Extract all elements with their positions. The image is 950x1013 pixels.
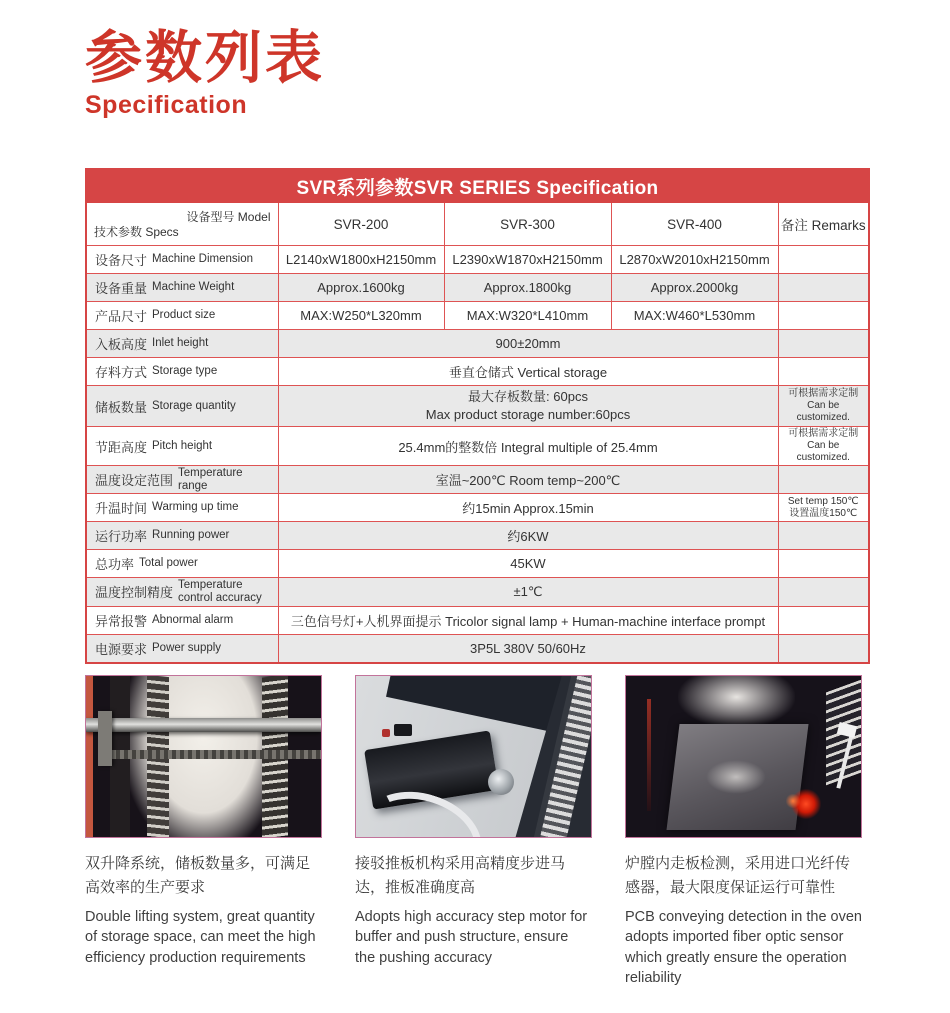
row-label-cell: [86, 578, 278, 606]
cell-merged-value: [278, 386, 778, 427]
cell-merged-value: 垂直仓储式 Vertical storage: [278, 358, 778, 386]
row-label: [95, 579, 274, 604]
row-label-en: Machine Weight: [152, 281, 235, 294]
row-label-zh: 异常报警: [95, 613, 148, 629]
row-label-zh: 电源要求: [95, 641, 148, 657]
remark-line: Can be customized.: [796, 440, 850, 463]
row-label-cell: [86, 358, 278, 386]
cell-remark: [778, 634, 869, 663]
row-label-en: Storage type: [152, 365, 218, 378]
row-label: [95, 611, 274, 630]
row-label: [95, 639, 274, 658]
col-header-svr200: SVR-200: [278, 203, 444, 246]
feature-section: [85, 675, 868, 989]
row-label-cell: [86, 466, 278, 494]
col-header-remarks: 备注 Remarks: [778, 203, 869, 246]
row-label: [95, 306, 274, 325]
cell-svr300: MAX:W320*L410mm: [444, 302, 611, 330]
row-label-zh: 温度设定范围: [95, 473, 174, 489]
corner-model-label: 设备型号 Model: [186, 210, 271, 224]
row-label-en: Warming up time: [152, 501, 239, 514]
cell-remark: [778, 330, 869, 358]
feature-caption-zh: 炉膛内走板检测，采用进口光纤传感器，最大限度保证运行可靠性: [625, 855, 851, 897]
screw-rod: [100, 750, 321, 759]
cell-remark: [778, 386, 869, 427]
row-label-cell: [86, 302, 278, 330]
row-label-zh: 节距高度: [95, 439, 148, 455]
row-label-zh: 设备重量: [95, 281, 148, 296]
cell-remark: [778, 578, 869, 606]
feature-caption-zh: 接驳推板机构采用高精度步进马达，推板准确度高: [355, 855, 566, 897]
table-title: SVR系列参数SVR SERIES Specification: [86, 169, 869, 203]
cell-svr200: MAX:W250*L320mm: [278, 302, 444, 330]
remark-line: 设置温度150℃: [789, 507, 858, 519]
row-label-en: Temperature control accuracy: [178, 579, 262, 604]
row-label-cell: [86, 330, 278, 358]
red-light-streak: [647, 699, 651, 812]
photo-oven-fiber-optic-sensor: [625, 675, 862, 838]
corner-header-cell: [86, 203, 278, 246]
cell-remark: [778, 302, 869, 330]
row-label-zh: 入板高度: [95, 337, 148, 352]
row-label-en: Pitch height: [152, 439, 213, 452]
row-label-zh: 设备尺寸: [95, 253, 148, 268]
row-label-cell: [86, 522, 278, 550]
feature-caption-zh: 双升降系统，储板数量多，可满足高效率的生产要求: [85, 855, 311, 897]
table-row-total-power: [86, 550, 869, 578]
photo-step-motor-push-mechanism: [355, 675, 592, 838]
table-row-product-size: [86, 302, 869, 330]
page-title-zh: 参数列表: [85, 24, 325, 91]
remark-line: Set temp 150℃: [787, 495, 859, 507]
sensor-red-light-small: [786, 794, 800, 808]
feature-step-motor: [355, 675, 592, 989]
table-row-temperature-control-accuracy: [86, 578, 869, 606]
photo-double-lifting-storage-rack: [85, 675, 322, 838]
row-label: [95, 526, 274, 545]
cell-remark: [778, 427, 869, 466]
table-row-temperature-range: [86, 466, 869, 494]
row-label-cell: [86, 550, 278, 578]
row-label: [95, 554, 274, 573]
table-row-storage-type: [86, 358, 869, 386]
cell-remark: [778, 494, 869, 522]
table-row-machine-dimension: [86, 246, 869, 274]
row-label: [95, 334, 274, 353]
cell-merged-value: 25.4mm的整数倍 Integral multiple of 25.4mm: [278, 427, 778, 466]
cell-svr200: L2140xW1800xH2150mm: [278, 246, 444, 274]
table-row-storage-quantity: [86, 386, 869, 427]
table-header-row: [86, 203, 869, 246]
row-label-cell: [86, 427, 278, 466]
row-label-cell: [86, 246, 278, 274]
row-label-zh: 产品尺寸: [95, 309, 148, 324]
plate-reflection: [706, 760, 766, 794]
table-row-pitch-height: [86, 427, 869, 466]
cell-merged-value: ±1℃: [278, 578, 778, 606]
oven-highlight: [678, 675, 796, 728]
remark-line: Can be customized.: [796, 400, 850, 423]
table-row-abnormal-alarm: [86, 606, 869, 634]
cell-merged-value: 3P5L 380V 50/60Hz: [278, 634, 778, 663]
table-row-running-power: [86, 522, 869, 550]
row-label: [95, 498, 274, 517]
cell-svr300: Approx.1800kg: [444, 274, 611, 302]
row-label-zh: 储板数量: [95, 399, 148, 415]
cell-merged-value: 约6KW: [278, 522, 778, 550]
table-title-band: [86, 169, 869, 203]
remark-line: 可根据需求定制: [788, 428, 859, 439]
motor-connector: [488, 769, 514, 795]
row-label-en: Product size: [152, 309, 216, 322]
row-label-en: Storage quantity: [152, 399, 236, 412]
row-label-zh: 总功率: [95, 557, 135, 573]
row-label: [95, 278, 274, 297]
row-label-zh: 升温时间: [95, 501, 148, 517]
doc-header: [85, 24, 325, 120]
row-label-en: Temperature range: [178, 467, 243, 492]
cell-svr400: MAX:W460*L530mm: [611, 302, 778, 330]
row-label-zh: 运行功率: [95, 529, 148, 545]
row-label: [95, 467, 274, 492]
cell-merged-value: 45KW: [278, 550, 778, 578]
cell-merged-value: 三色信号灯+人机界面提示 Tricolor signal lamp + Human-machine interface prompt: [278, 606, 778, 634]
cell-merged-value: 约15min Approx.15min: [278, 494, 778, 522]
feature-caption-en: PCB conveying detection in the oven adopts imported fiber optic sensor which greatly ensure the operation reliability: [625, 908, 862, 987]
cell-merged-value: 室温~200℃ Room temp~200℃: [278, 466, 778, 494]
cell-remark: [778, 466, 869, 494]
row-label-en: Power supply: [152, 641, 222, 654]
value-line: Max product storage number:60pcs: [425, 407, 631, 422]
row-label-en: Abnormal alarm: [152, 613, 234, 626]
row-label-zh: 温度控制精度: [95, 585, 174, 601]
row-label-en: Total power: [139, 557, 198, 570]
row-label-en: Running power: [152, 529, 230, 542]
cell-remark: [778, 606, 869, 634]
feature-caption-en: Adopts high accuracy step motor for buffer and push structure, ensure the pushing accuracy: [355, 908, 588, 966]
row-label-cell: [86, 386, 278, 427]
table-row-machine-weight: [86, 274, 869, 302]
col-header-svr400: SVR-400: [611, 203, 778, 246]
shaft-hub: [98, 711, 112, 766]
value-line: 最大存板数量: 60pcs: [468, 389, 588, 405]
col-header-svr300: SVR-300: [444, 203, 611, 246]
row-label: [95, 362, 274, 381]
feature-fiber-sensor: [625, 675, 862, 989]
motor-fitting: [394, 724, 412, 736]
row-label-cell: [86, 634, 278, 663]
cell-remark: [778, 358, 869, 386]
table-row-power-supply: [86, 634, 869, 663]
corner-specs-label: 技术参数 Specs: [94, 225, 179, 239]
row-label-cell: [86, 274, 278, 302]
page-title-en: Specification: [85, 90, 248, 119]
row-label-en: Machine Dimension: [152, 253, 254, 266]
row-label: [95, 397, 274, 416]
cell-remark: [778, 246, 869, 274]
cell-merged-value: 900±20mm: [278, 330, 778, 358]
row-label: [95, 437, 274, 456]
table-row-inlet-height: [86, 330, 869, 358]
row-label: [95, 250, 274, 269]
feature-caption-en: Double lifting system, great quantity of storage space, can meet the high efficiency production requirements: [85, 908, 316, 966]
row-label-en: Inlet height: [152, 337, 209, 350]
feature-double-lifting: [85, 675, 322, 989]
cell-svr200: Approx.1600kg: [278, 274, 444, 302]
cell-svr400: L2870xW2010xH2150mm: [611, 246, 778, 274]
table-row-warming-up-time: [86, 494, 869, 522]
spec-table: [85, 168, 870, 664]
row-label-cell: [86, 606, 278, 634]
cell-svr400: Approx.2000kg: [611, 274, 778, 302]
cell-remark: [778, 274, 869, 302]
remark-line: 可根据需求定制: [788, 388, 859, 399]
red-fitting: [382, 729, 390, 737]
row-label-zh: 存料方式: [95, 365, 148, 380]
lifting-shaft: [86, 718, 321, 732]
cell-remark: [778, 550, 869, 578]
row-label-cell: [86, 494, 278, 522]
cell-remark: [778, 522, 869, 550]
frame-edge-strip: [86, 676, 93, 837]
cell-svr300: L2390xW1870xH2150mm: [444, 246, 611, 274]
